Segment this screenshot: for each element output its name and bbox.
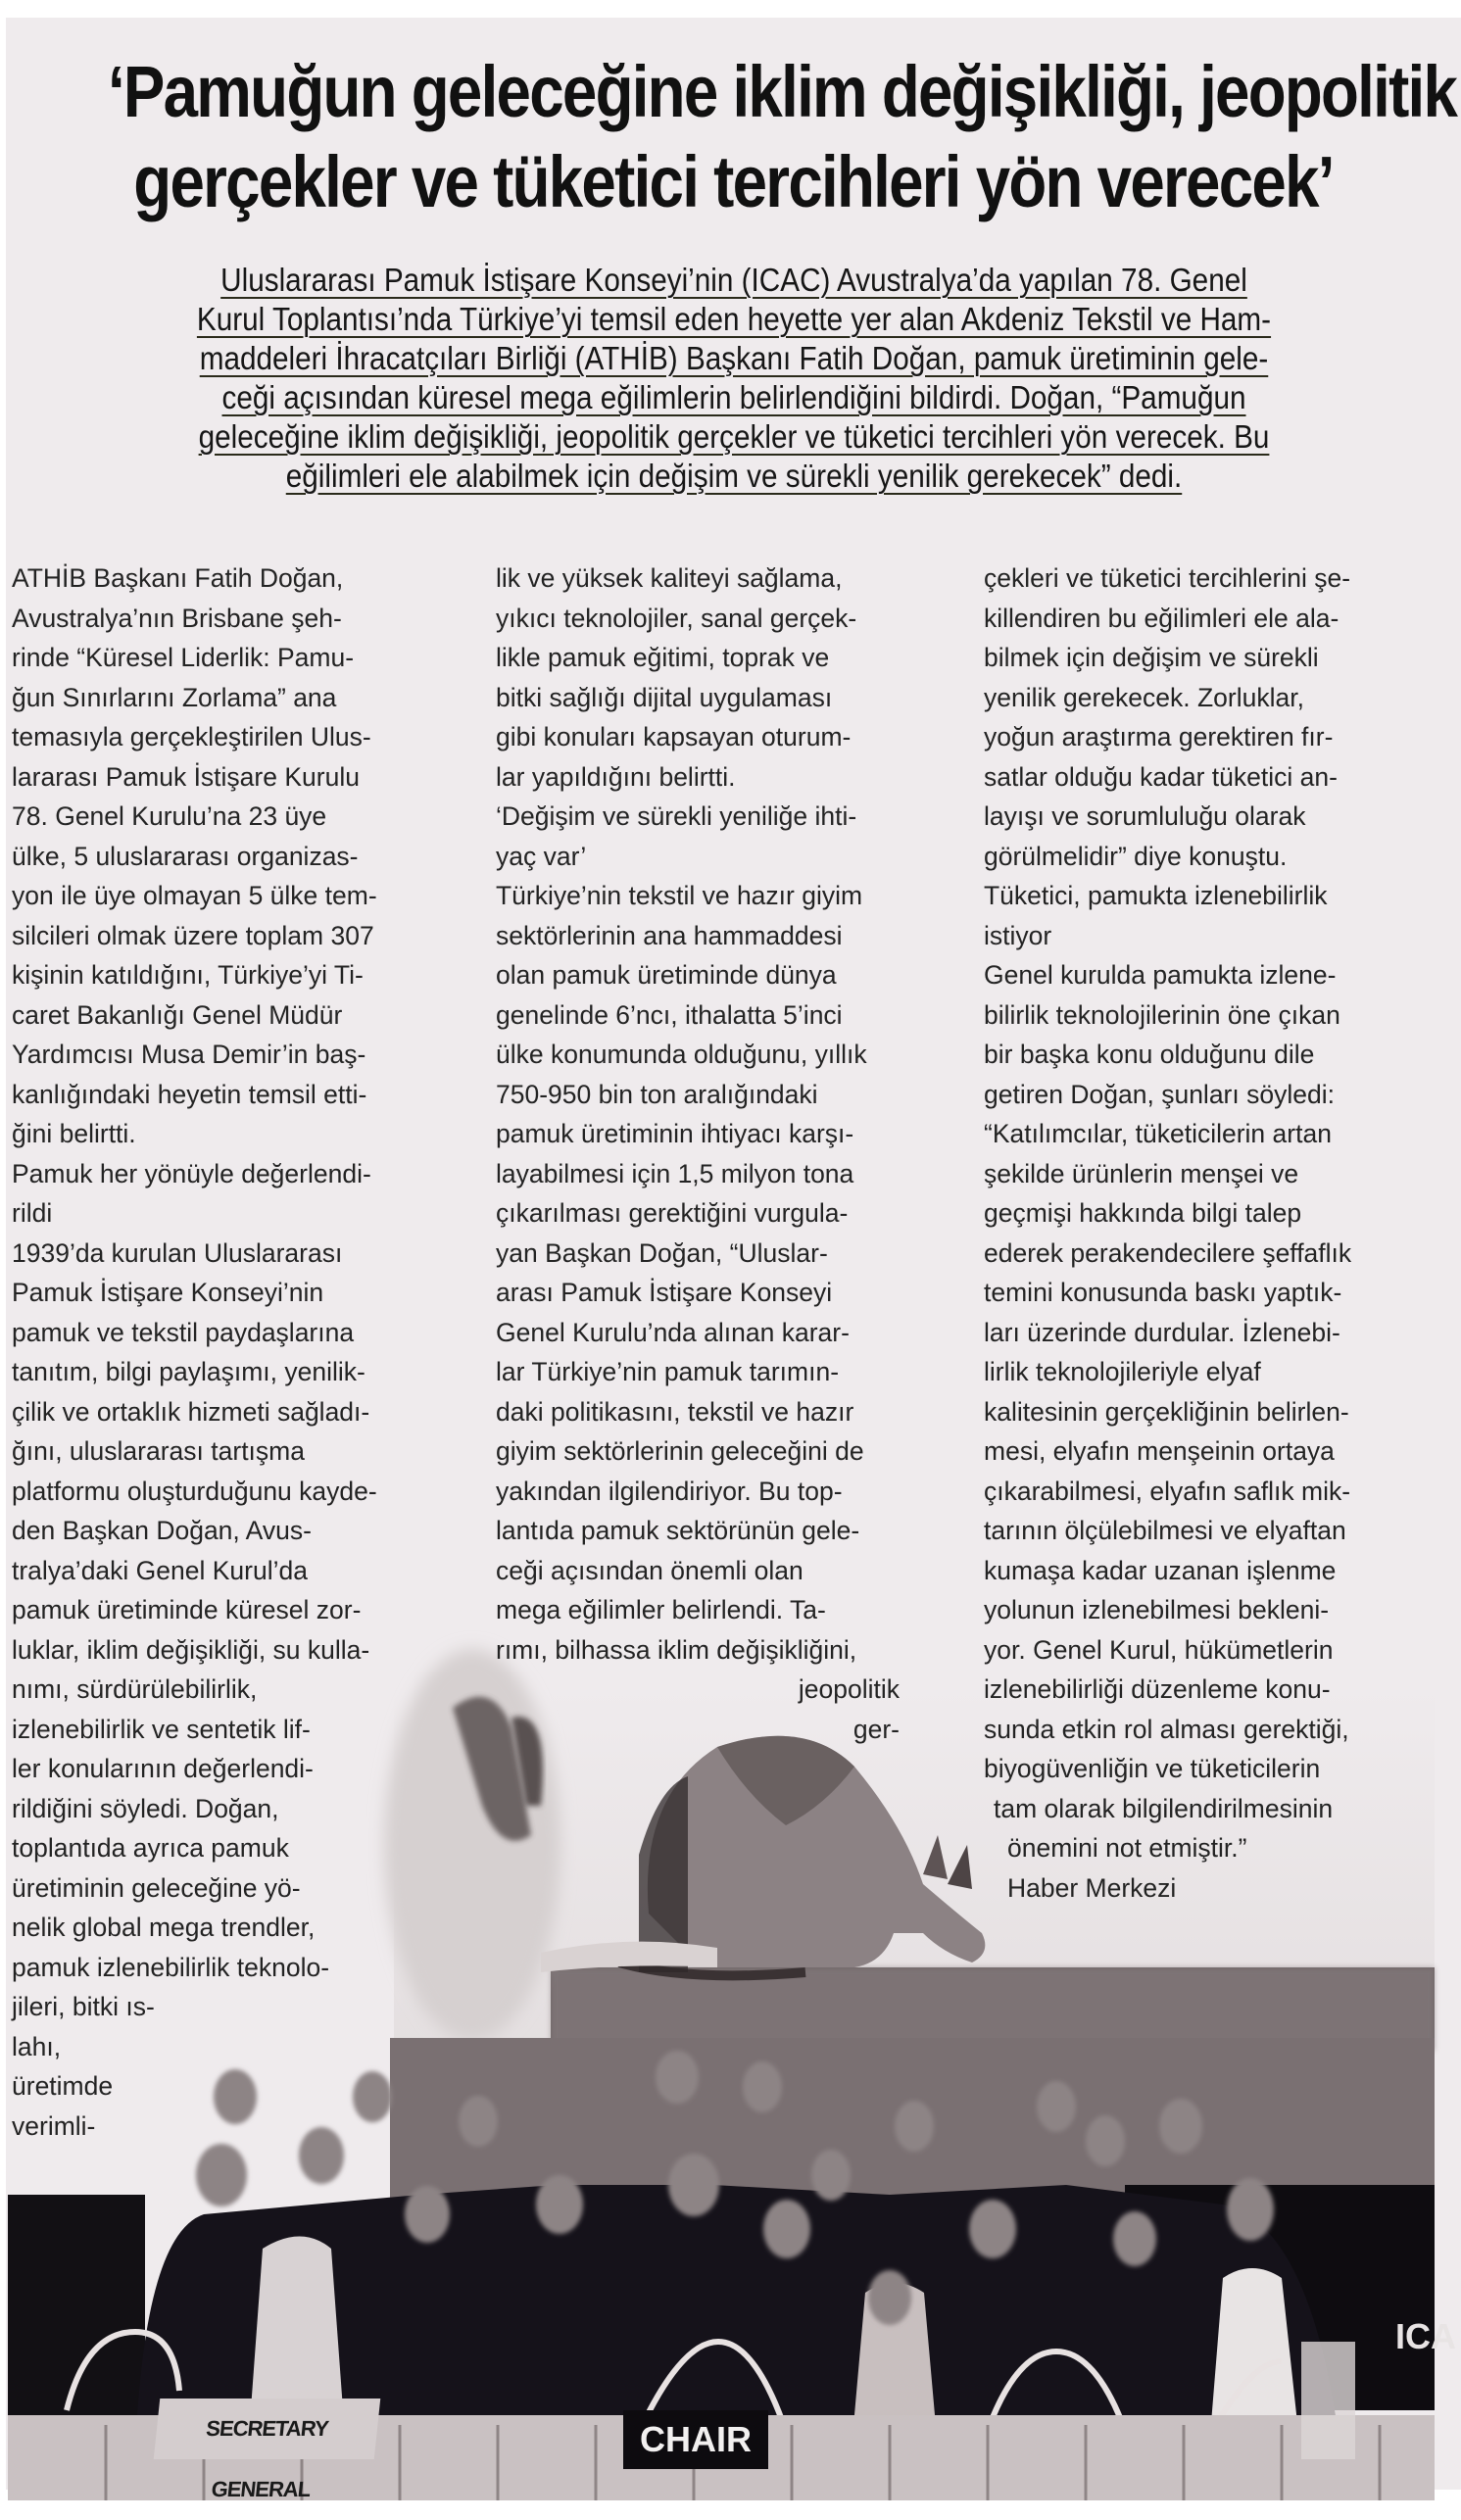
headline [107, 47, 1457, 227]
lead-line [104, 417, 1365, 457]
column-line: 1939’da kurulan Uluslararası [12, 1237, 343, 1268]
newspaper-page [6, 18, 1461, 2501]
column-line: ler konularının değerlendi- [12, 1754, 314, 1783]
column-line: çıkarabilmesi, elyafın saflık mik- [984, 1476, 1351, 1506]
column-line: 750-950 bin ton aralığındaki [496, 1079, 818, 1109]
column-line: jileri, bitki ıs- [12, 1992, 155, 2021]
column-line: izlenebilirlik ve sentetik lif- [12, 1714, 311, 1744]
headline-line: ‘Pamuğun geleceğine iklim değişikliği, jeopolitik [107, 51, 1457, 132]
column-line: ‘Değişim ve sürekli yeniliğe ihti- [496, 801, 857, 831]
column-line: rinde “Küresel Liderlik: Pamu- [12, 643, 355, 672]
lead-text: maddeleri İhracatçıları Birliği (ATHİB) Başkanı Fatih Doğan, pamuk üretiminin gele- [199, 340, 1269, 376]
column-line: yolunun izlenebilmesi bekleni- [984, 1595, 1330, 1624]
column-line: getiren Doğan, şunları söyledi: [984, 1079, 1335, 1109]
column-line: şekilde ürünlerin menşei ve [984, 1158, 1299, 1188]
column-line: rildiğini söyledi. Doğan, [12, 1793, 279, 1823]
lead-text: geleceğine iklim değişikliği, jeopolitik gerçekler ve tüketici tercihleri yön verecek. Bu [198, 418, 1270, 455]
column-line: görülmelidir” diye konuştu. [984, 841, 1288, 871]
column-line: yor. Genel Kurul, hükümetlerin [984, 1634, 1334, 1665]
column-line: satlar olduğu kadar tüketici an- [984, 761, 1338, 792]
column-line: olan pamuk üretiminde dünya [496, 960, 837, 990]
column-line: likle pamuk eğitimi, toprak ve [496, 643, 830, 672]
column-line: pamuk üretiminde küresel zor- [12, 1595, 362, 1624]
column-line: ülke konumunda olduğunu, yıllık [496, 1040, 867, 1069]
column-line: lantıda pamuk sektörünün gele- [496, 1516, 860, 1545]
column-line: kişinin katıldığını, Türkiye’yi Ti- [12, 960, 364, 990]
column-line: izlenebilirliği düzenleme konu- [984, 1674, 1331, 1704]
column-line: yon ile üye olmayan 5 ülke tem- [12, 881, 377, 910]
column-line: tanıtım, bilgi paylaşımı, yenilik- [12, 1357, 365, 1386]
column-line: ğını, uluslararası tartışma [12, 1436, 305, 1466]
column-line: luklar, iklim değişikliği, su kulla- [12, 1634, 370, 1665]
secretary-general-nameplate [154, 2399, 381, 2501]
column-line: pamuk üretiminin ihtiyacı karşı- [496, 1119, 854, 1148]
column-line: yenilik gerekecek. Zorluklar, [984, 682, 1304, 712]
column-line: bitki sağlığı dijital uygulaması [496, 682, 833, 712]
column-line: üretiminin geleceğine yö- [12, 1872, 301, 1903]
lead-paragraph [33, 261, 1435, 496]
column-line: giyim sektörlerinin geleceğini de [496, 1436, 864, 1466]
column-line: tralya’daki Genel Kurul’da [12, 1555, 308, 1585]
lead-line [104, 457, 1365, 496]
column-line: çilik ve ortaklık hizmeti sağladı- [12, 1396, 370, 1427]
lead-text: Kurul Toplantısı’nda Türkiye’yi temsil eden heyette yer alan Akdeniz Tekstil ve Ham- [196, 301, 1272, 337]
column-line: sunda etkin rol alması gerektiği, [984, 1714, 1349, 1744]
column-line: yoğun araştırma gerektiren fır- [984, 722, 1334, 751]
column-line: biyogüvenliğin ve tüketicilerin [984, 1754, 1321, 1783]
column-line: mesi, elyafın menşeinin ortaya [984, 1436, 1335, 1466]
column-line: bilirlik teknolojilerinin öne çıkan [984, 999, 1340, 1030]
headline-line: gerçekler ve tüketici tercihleri yön verecek’ [133, 141, 1334, 222]
column-line: tarının ölçülebilmesi ve elyaftan [984, 1516, 1346, 1545]
column-line: lahı, [12, 2031, 62, 2061]
column-line: silcileri olmak üzere toplam 307 [12, 920, 374, 950]
column-line: mega eğilimler belirlendi. Ta- [496, 1595, 826, 1624]
column-line: yıkıcı teknolojiler, sanal gerçek- [496, 603, 857, 633]
column-line: lik ve yüksek kaliteyi sağlama, [496, 563, 843, 593]
column-line: lar Türkiye’nin pamuk tarımın- [496, 1357, 840, 1386]
lead-text: Uluslararası Pamuk İstişare Konseyi’nin (ICAC) Avustralya’da yapılan 78. Genel [220, 262, 1247, 298]
column-line: ceği açısından önemli olan [496, 1555, 804, 1585]
column-line: Yardımcısı Musa Demir’in baş- [12, 1040, 366, 1069]
column-line: üretimde [12, 2071, 114, 2101]
column-line: lirlik teknolojileriyle elyaf [984, 1357, 1261, 1386]
column-line: kalitesinin gerçekliğinin belirlen- [984, 1396, 1349, 1427]
column-line: ları üzerinde durdular. İzlenebi- [984, 1317, 1340, 1347]
column-line: 78. Genel Kurulu’na 23 üye [12, 801, 327, 831]
column-line: çekleri ve tüketici tercihlerini şe- [984, 563, 1351, 593]
column-line: ederek perakendecilere şeffaflık [984, 1237, 1352, 1268]
lead-text: ceği açısından küresel mega eğilimlerin belirlendiğini bildirdi. Doğan, “Pamuğun [221, 379, 1246, 415]
column-line: nelik global mega trendler, [12, 1913, 316, 1942]
column-line: nımı, sürdürülebilirlik, [12, 1674, 258, 1704]
column-line: ATHİB Başkanı Fatih Doğan, [12, 563, 344, 593]
column-line: den Başkan Doğan, Avus- [12, 1516, 312, 1545]
article-column-1 [12, 558, 472, 2146]
column-line: daki politikasını, tekstil ve hazır [496, 1396, 854, 1427]
column-line: istiyor [984, 920, 1052, 950]
column-line: rımı, bilhassa iklim değişikliğini, [496, 1634, 857, 1665]
column-line: kumaşa kadar uzanan işlenme [984, 1555, 1337, 1585]
article-column-3 [984, 558, 1459, 1908]
column-line: “Katılımcılar, tüketicilerin artan [984, 1119, 1332, 1148]
column-line: Genel Kurulu’nda alınan karar- [496, 1317, 850, 1347]
nameplate-text: CHAIR [640, 2419, 752, 2459]
column-line: Genel kurulda pamukta izlene- [984, 960, 1337, 990]
column-line: sektörlerinin ana hammaddesi [496, 920, 843, 950]
column-line: temini konusunda baskı yaptık- [984, 1278, 1342, 1307]
column-line: Haber Merkezi [1007, 1872, 1177, 1903]
lead-line [104, 300, 1365, 339]
article-column-2 [496, 558, 976, 1749]
column-line: layabilmesi için 1,5 milyon tona [496, 1158, 854, 1188]
column-line: ger- [852, 1714, 900, 1744]
column-line: Pamuk her yönüyle değerlendi- [12, 1158, 371, 1188]
column-line: layışı ve sorumluluğu olarak [984, 801, 1306, 831]
column-line: bilmek için değişim ve sürekli [984, 643, 1319, 672]
column-line: yan Başkan Doğan, “Uluslar- [496, 1237, 828, 1268]
column-line: Pamuk İstişare Konseyi’nin [12, 1278, 324, 1307]
column-line: çıkarılması gerektiğini vurgula- [496, 1198, 849, 1228]
column-line: caret Bakanlığı Genel Müdür [12, 999, 343, 1030]
column-line: ülke, 5 uluslararası organizas- [12, 841, 359, 871]
column-line: Türkiye’nin tekstil ve hazır giyim [496, 881, 863, 910]
icac-banner [1395, 2312, 1456, 2361]
column-line: yaç var’ [496, 841, 587, 871]
column-line: arası Pamuk İstişare Konseyi [496, 1278, 833, 1307]
column-line: kanlığındaki heyetin temsil etti- [12, 1079, 367, 1109]
column-line: gibi konuları kapsayan oturum- [496, 722, 852, 751]
column-line: pamuk ve tekstil paydaşlarına [12, 1317, 355, 1347]
column-line: verimli- [12, 2110, 96, 2141]
lead-line [104, 378, 1365, 417]
nameplate-text: SECRETARY GENERAL [205, 2416, 329, 2501]
lead-line [104, 339, 1365, 378]
column-line: killendiren bu eğilimleri ele ala- [984, 603, 1339, 633]
column-line: ğini belirtti. [12, 1119, 136, 1148]
column-line: geçmişi hakkında bilgi talep [984, 1198, 1302, 1228]
column-line: tam olarak bilgilendirilmesinin [994, 1793, 1334, 1823]
column-line: lararası Pamuk İstişare Kurulu [12, 761, 360, 792]
lead-line [104, 261, 1365, 300]
column-line: bir başka konu olduğunu dile [984, 1040, 1315, 1069]
column-line: genelinde 6’ncı, ithalatta 5’inci [496, 999, 843, 1030]
column-line: jeopolitik [798, 1674, 900, 1704]
column-line: pamuk izlenebilirlik teknolo- [12, 1952, 330, 1982]
column-line: toplantıda ayrıca pamuk [12, 1833, 289, 1863]
column-line: temasıyla gerçekleştirilen Ulus- [12, 722, 371, 751]
column-line: rildi [12, 1198, 53, 1228]
column-line: ğun Sınırlarını Zorlama” ana [12, 682, 337, 712]
column-line: yakından ilgilendiriyor. Bu top- [496, 1476, 843, 1506]
banner-text: ICA [1395, 2316, 1456, 2356]
lead-text: eğilimleri ele alabilmek için değişim ve sürekli yenilik gerekecek” dedi. [285, 458, 1183, 494]
column-line: platformu oluşturduğunu kayde- [12, 1476, 377, 1506]
column-line: Avustralya’nın Brisbane şeh- [12, 603, 342, 633]
column-line: Tüketici, pamukta izlenebilirlik [984, 881, 1328, 910]
chair-nameplate [623, 2410, 768, 2469]
column-line: önemini not etmiştir.” [1007, 1833, 1247, 1863]
column-line: lar yapıldığını belirtti. [496, 761, 736, 792]
